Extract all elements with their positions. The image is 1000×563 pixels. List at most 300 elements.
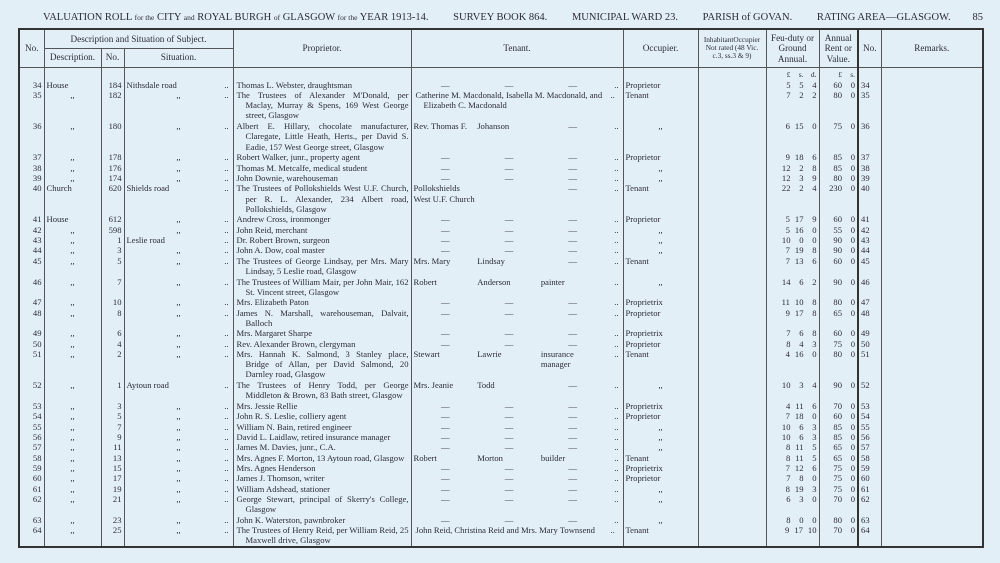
entry-no-right: 57 [858,442,881,452]
tenant-wrap [414,225,621,235]
proprietor: John A. Dow, coal master [233,245,411,255]
occupier: Proprietor [623,473,698,483]
remarks [881,494,983,515]
col-feu-duty: Feu-duty or Ground Annual. [766,29,819,67]
tenant-surname: Todd [477,380,495,391]
proprietor: John R. S. Leslie, colliery agent [233,411,411,421]
tenant-surname: — [504,297,514,308]
inhabitant-cell [698,235,766,245]
feu-duty [766,473,819,483]
entry-no-right: 54 [858,411,881,421]
leader-dots: .. [614,276,619,287]
tenant-cell [411,339,623,349]
leader-dots: .. [614,172,619,183]
shillings: 19 [794,483,804,494]
shillings: 11 [795,400,804,411]
feu-duty [766,484,819,494]
col-description-group: Description and Situation of Subject. [44,29,233,48]
shillings: 10 [794,297,804,308]
tenant-wrap [414,152,621,162]
shillings: 0 [850,162,856,173]
shillings: 2 [799,183,804,194]
pence: 6 [812,255,817,266]
tenant-first-name: — [441,400,450,411]
shillings: 6 [799,328,804,339]
occupier: Tenant [623,525,698,546]
tenant-wrap [414,328,621,338]
entry-no: 42 [19,225,44,235]
occupier: ,, [623,380,698,401]
situation-cell [124,173,233,183]
inhabitant-cell [698,349,766,380]
entry-no-right: 45 [858,256,881,277]
annual-rent [819,339,858,349]
remarks [881,173,983,183]
tenant-cell [411,256,623,277]
pounds: 4 [785,349,790,360]
tenant-first-name: — [441,431,450,442]
pounds: 5 [786,79,791,90]
shillings: 0 [850,473,856,484]
shillings: 16 [794,224,804,235]
col-description: Description. [44,48,101,67]
description: ,, [44,225,101,235]
title-main: VALUATION ROLL for the CITY and ROYAL BURGH of GLASGOW for the YEAR 1913-14. [43,12,429,23]
entry-no: 54 [19,411,44,421]
table-row [19,214,983,224]
tenant-wrap [414,484,621,494]
feu-duty [766,297,819,307]
situation-cell [124,297,233,307]
annual-rent [819,90,858,121]
table-row [19,308,983,329]
leader-dots: .. [224,514,229,525]
situation-cell [124,225,233,235]
situation: ,, [176,411,181,422]
remarks [881,422,983,432]
house-number: 1 [101,380,124,401]
entry-no-right: 44 [858,245,881,255]
table-row [19,163,983,173]
table-row [19,473,983,483]
shillings: 0 [850,400,856,411]
entry-no: 47 [19,297,44,307]
tenant-first-name: — [441,483,450,494]
tenant-cell [411,328,623,338]
tenant-surname: — [504,79,514,90]
occupier: Proprietor [623,308,698,329]
table-row [19,80,983,90]
tenant-first-name: — [441,297,450,308]
tenant-first-name: — [441,162,450,173]
tenant-designation: — [568,421,577,432]
leader-dots: .. [224,90,229,101]
shillings: 11 [795,452,804,463]
remarks [881,380,983,401]
situation: ,, [176,514,181,525]
shillings: 6 [799,421,804,432]
shillings: 0 [850,172,856,183]
tenant-surname: Lindsay [477,255,505,266]
shillings: 5 [799,79,804,90]
occupier: ,, [623,422,698,432]
tenant-cell [411,277,623,298]
table-row [19,339,983,349]
tenant-cell [411,442,623,452]
pounds: 85 [833,421,843,432]
situation: ,, [176,121,181,132]
leader-dots: .. [614,152,619,163]
description: ,, [44,245,101,255]
leader-dots: .. [224,214,229,225]
occupier: ,, [623,277,698,298]
tenant-surname: — [504,338,514,349]
roll-title [43,12,983,23]
entry-no: 56 [19,432,44,442]
entry-no-right: 35 [858,90,881,121]
situation-cell [124,411,233,421]
house-number: 2 [101,349,124,380]
table-row [19,235,983,245]
remarks [881,515,983,525]
shillings: 0 [850,121,856,132]
tenant-first-name: — [441,338,450,349]
tenant-surname: — [504,214,514,225]
shillings: 13 [794,255,804,266]
leader-dots: .. [614,494,619,505]
proprietor: David L. Laidlaw, retired insurance manager [233,432,411,442]
annual-rent [819,214,858,224]
proprietor: John K. Waterston, pawnbroker [233,515,411,525]
pounds: 8 [785,442,791,453]
tenant-wrap [414,432,621,442]
feu-duty [766,453,819,463]
occupier: Proprietor [623,80,698,90]
annual-rent [819,494,858,515]
situation-cell [124,214,233,224]
pounds: 90 [833,380,843,391]
shillings: 0 [850,255,856,266]
remarks [881,432,983,442]
col-proprietor: Proprietor. [233,29,411,67]
tenant-designation: — [568,162,577,173]
tenant-designation: — [568,255,577,266]
description: ,, [44,484,101,494]
occupier: ,, [623,484,698,494]
proprietor: Mrs. Agnes F. Morton, 13 Aytoun road, Glasgow [233,453,411,463]
tenant: John Reid, Christina Reid and Mrs. Mary Townsend [415,525,595,536]
table-row [19,463,983,473]
table-row [19,183,983,214]
tenant-surname: — [504,514,514,525]
description: ,, [44,401,101,411]
tenant-wrap: Catherine M. Macdonald, Isabella M. Macdonald, and Elizabeth C. Macdonald .. [415,90,615,111]
leader-dots: .. [224,255,229,266]
pence: 6 [812,463,817,473]
tenant-wrap [414,442,621,452]
pence: 8 [812,245,817,256]
situation-cell [124,152,233,162]
unit-pence: d. [810,69,817,79]
units-row [19,67,983,80]
leader-dots: .. [224,421,229,432]
leader-dots: .. [224,297,229,308]
leader-dots: .. [224,411,229,422]
leader-dots: .. [224,431,229,442]
feu-duty [766,380,819,401]
pence: 0 [812,473,817,484]
inhabitant-cell [698,173,766,183]
entry-no: 48 [19,308,44,329]
proprietor: George Stewart, principal of Skerry's College, Glasgow [233,494,411,515]
situation-cell [124,163,233,173]
tenant-designation: — [568,338,577,349]
situation-cell [124,121,233,152]
tenant-designation: — [568,483,577,494]
tenant-designation: painter [540,276,565,287]
inhabitant-cell [698,90,766,121]
tenant-surname: — [504,152,514,163]
entry-no: 55 [19,422,44,432]
situation-cell [124,277,233,298]
house-number: 6 [101,328,124,338]
tenant-wrap [414,463,621,473]
description: ,, [44,163,101,173]
feu-duty [766,225,819,235]
annual-rent [819,411,858,421]
inhabitant-cell [698,308,766,329]
entry-no: 46 [19,277,44,298]
tenant-designation: — [568,400,577,411]
tenant-designation: — [568,494,577,505]
unit-pound: £ [838,69,843,79]
tenant-first-name: — [441,307,450,318]
leader-dots: .. [224,463,229,473]
entry-no-right: 40 [858,183,881,214]
pounds: 8 [786,514,791,525]
leader-dots: .. [224,349,229,360]
feu-duty [766,422,819,432]
description: ,, [44,453,101,463]
feu-duty [766,235,819,245]
tenant: Catherine M. Macdonald, Isabella M. Macdonald, and Elizabeth C. Macdonald [415,90,603,111]
pounds: 12 [781,162,791,173]
pence: 0 [812,121,817,132]
annual-rent [819,442,858,452]
shillings: 0 [850,307,856,318]
pence: 2 [812,90,817,101]
situation-cell [124,473,233,483]
shillings: 6 [799,276,804,287]
feu-duty [766,173,819,183]
shillings: 2 [799,162,804,173]
remarks [881,525,983,546]
entry-no-right: 63 [858,515,881,525]
description: ,, [44,90,101,121]
feu-duty [766,245,819,255]
pounds: 12 [781,172,791,183]
pounds: 80 [833,349,843,360]
tenant-wrap [414,349,621,369]
pounds: 7 [786,90,791,101]
situation-cell [124,339,233,349]
pence: 0 [812,349,817,360]
feu-duty [766,525,819,546]
entry-no-right: 43 [858,235,881,245]
occupier: ,, [623,173,698,183]
feu-duty [766,214,819,224]
tenant-surname: — [504,483,514,494]
page-number: 85 [972,12,983,23]
occupier: Tenant [623,453,698,463]
remarks [881,349,983,380]
description: ,, [44,121,101,152]
remarks [881,80,983,90]
feu-duty [766,152,819,162]
description: House [44,80,101,90]
shillings: 0 [850,380,856,391]
table-row [19,90,983,121]
shillings: 0 [850,483,856,494]
entry-no: 60 [19,473,44,483]
tenant-wrap [414,173,621,183]
house-number: 15 [101,463,124,473]
proprietor: Thomas L. Webster, draughtsman [233,80,411,90]
entry-no: 58 [19,453,44,463]
tenant-designation: — [568,224,577,235]
leader-dots: .. [614,380,619,391]
proprietor: The Trustees of George Lindsay, per Mrs. Mary Lindsay, 5 Leslie road, Glasgow [233,256,411,277]
inhabitant-cell [698,401,766,411]
col-inhabitant: InhabitantOccupier Not rated (48 Vic. c.3, ss.3 & 9) [698,29,766,67]
situation-cell [124,401,233,411]
leader-dots: .. [614,483,619,494]
pounds: 90 [833,235,843,246]
pounds: 70 [833,400,843,411]
leader-dots: .. [614,79,619,90]
feu-duty [766,163,819,173]
situation-cell [124,90,233,121]
house-number: 598 [101,225,124,235]
proprietor: The Trustees of Alexander M'Donald, per Maclay, Murray & Spens, 169 West George street, Glasgow [233,90,411,121]
pounds: 80 [833,297,843,308]
shillings: 0 [850,183,856,194]
pounds: 10 [781,431,791,442]
tenant-surname: — [504,442,514,453]
pounds: 10 [781,380,791,391]
pence: 10 [807,525,817,536]
pounds: 10 [781,421,791,432]
tenant-wrap [414,515,621,525]
description: ,, [44,442,101,452]
tenant-designation: — [568,463,577,473]
description: ,, [44,473,101,483]
pounds: 60 [833,328,843,339]
shillings: 3 [799,172,804,183]
pence: 8 [812,328,817,339]
occupier: ,, [623,432,698,442]
inhabitant-cell [698,422,766,432]
shillings: 0 [850,463,856,473]
pounds: 85 [833,152,843,163]
shillings: 8 [799,473,804,484]
pence: 8 [812,307,817,318]
valuation-table [18,28,984,548]
tenant-wrap [414,245,621,255]
pence: 9 [812,214,817,225]
entry-no: 59 [19,463,44,473]
tenant-cell [411,401,623,411]
remarks [881,214,983,224]
pence: 4 [812,380,817,391]
unit-shilling: s. [850,69,856,79]
tenant-surname: — [504,162,514,173]
occupier: ,, [623,163,698,173]
tenant-designation: — [568,431,577,442]
situation: ,, [176,224,181,235]
leader-dots: .. [614,463,619,473]
situation: ,, [176,255,181,266]
leader-dots: .. [614,421,619,432]
annual-rent [819,225,858,235]
pence: 0 [812,514,817,525]
shillings: 12 [794,463,804,473]
remarks [881,401,983,411]
situation-cell [124,380,233,401]
leader-dots: .. [614,349,619,360]
pounds: 60 [833,79,843,90]
annual-rent [819,515,858,525]
situation: Aytoun road [126,380,169,391]
situation: ,, [176,349,181,360]
situation-cell [124,256,233,277]
shillings: 3 [799,494,804,505]
situation-cell [124,245,233,255]
tenant-surname [477,183,541,203]
pounds: 11 [781,297,790,308]
description: ,, [44,494,101,515]
remarks [881,308,983,329]
leader-dots: .. [614,338,619,349]
shillings: 11 [795,442,804,453]
situation-cell [124,463,233,473]
entry-no-right: 52 [858,380,881,401]
col-no: No. [19,29,44,67]
situation-cell [124,515,233,525]
col-situation: Situation. [124,48,233,67]
proprietor: William N. Bain, retired engineer [233,422,411,432]
leader-dots: .. [224,172,229,183]
tenant-cell [411,380,623,401]
tenant-cell [411,183,623,214]
house-number: 25 [101,525,124,546]
tenant-surname: — [504,431,514,442]
leader-dots: .. [614,328,619,339]
inhabitant-cell [698,525,766,546]
tenant-surname: Johanson [477,121,510,132]
situation-cell [124,442,233,452]
proprietor: Mrs. Jessie Rellie [233,401,411,411]
tenant-first-name: — [441,328,450,339]
tenant-designation: — [568,514,577,525]
tenant-wrap [414,339,621,349]
proprietor: Mrs. Elizabeth Paton [233,297,411,307]
occupier: Tenant [623,90,698,121]
tenant-wrap [414,277,621,287]
feu-duty [766,328,819,338]
annual-rent [819,453,858,463]
pounds: 7 [785,245,790,256]
